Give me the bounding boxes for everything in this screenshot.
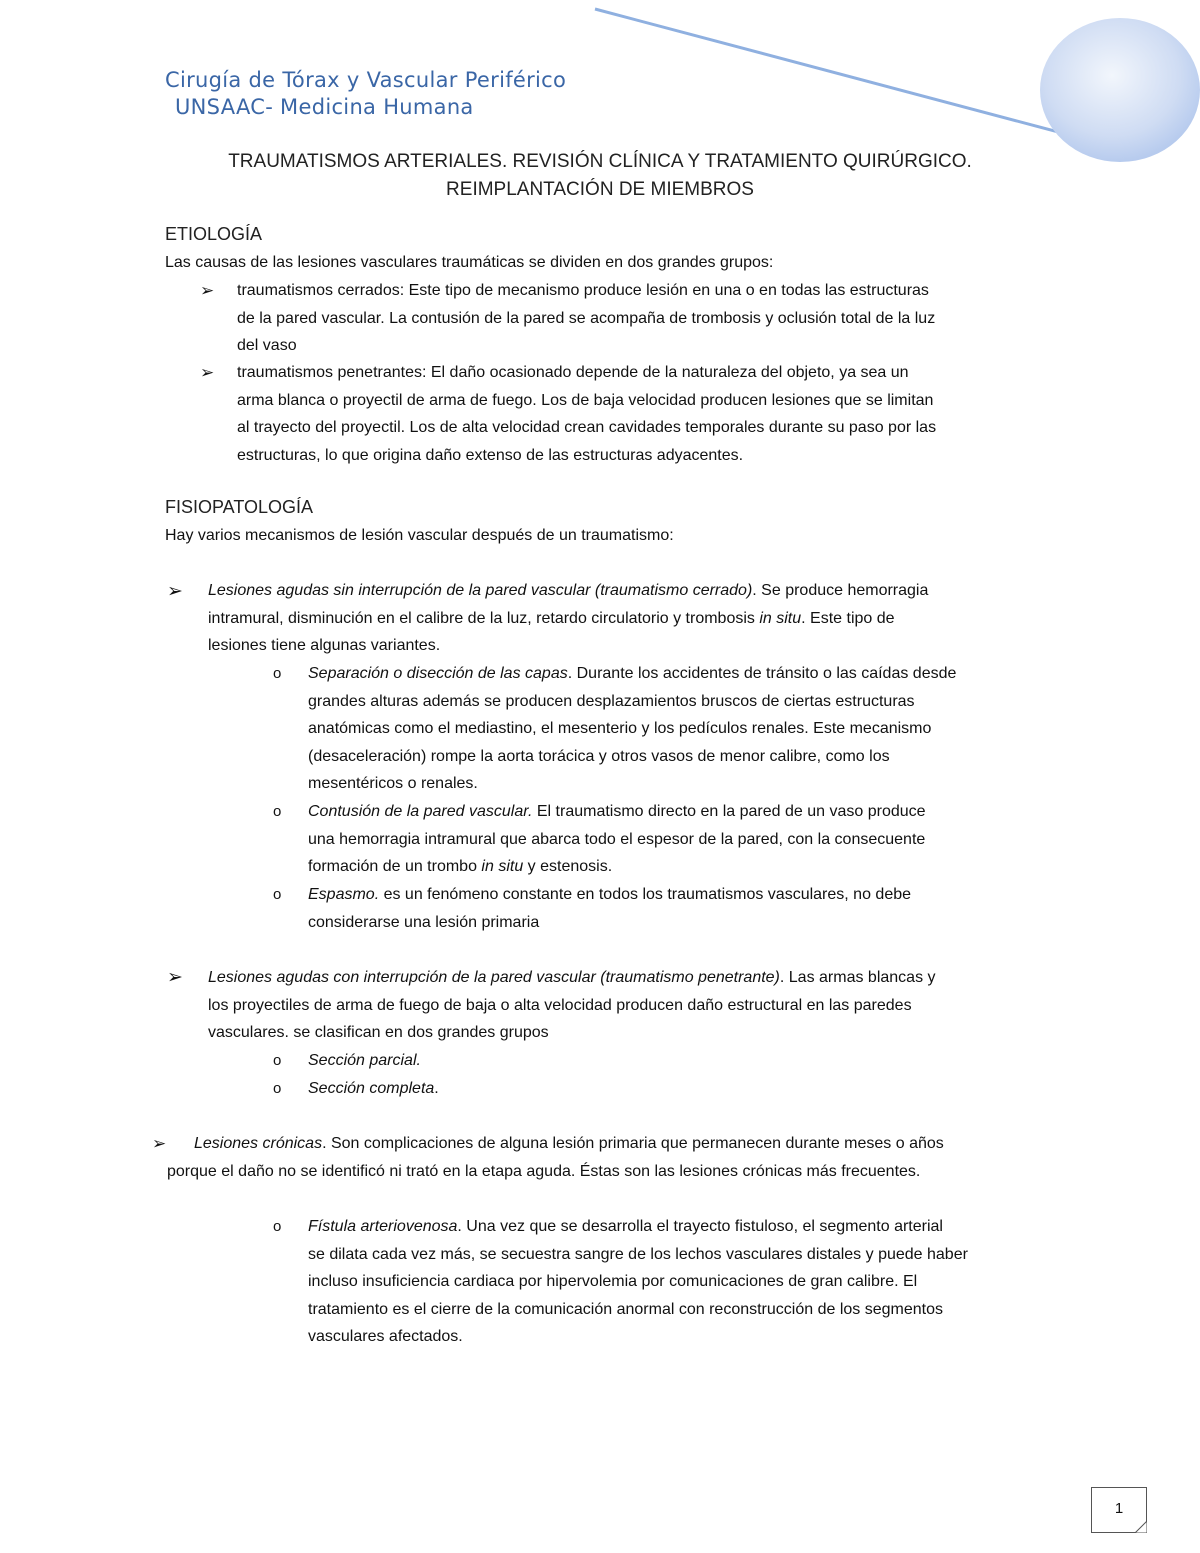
etiologia-intro: Las causas de las lesiones vasculares traumáticas se dividen en dos grandes grupos: xyxy=(165,254,774,271)
folded-corner-icon xyxy=(1135,1521,1147,1533)
title-line-1: TRAUMATISMOS ARTERIALES. REVISIÓN CLÍNICA Y TRATAMIENTO QUIRÚRGICO. xyxy=(228,151,972,172)
decorative-circle xyxy=(1040,18,1200,162)
group-lesiones-agudas-con-interrupcion: Lesiones agudas con interrupción de la pared vascular (traumatismo penetrante). Las armas blancas y los proyectiles de arma de fuego de baja o alta velocidad producen daño estructural en las paredes vasculares. se clasifican en dos grandes grupos xyxy=(208,969,936,1041)
arrow-bullet-icon: ➢ xyxy=(200,363,215,382)
group-lesiones-cronicas-line1: Lesiones crónicas. Son complicaciones de alguna lesión primaria que permanecen durante meses o años xyxy=(194,1135,944,1152)
sub-item-separacion: Separación o disección de las capas. Durante los accidentes de tránsito o las caídas desde grandes alturas además se producen desplazamientos bruscos de ciertas estructuras anatómicas como el mediastino, el mesenterio y los pedículos renales. Este mecanismo (desaceleración) rompe la aorta torácica y otros vasos de menor calibre, como los mesentéricos o renales. xyxy=(308,665,957,792)
sub-item-seccion-parcial: Sección parcial. xyxy=(308,1052,421,1069)
circle-bullet-icon: o xyxy=(273,665,282,682)
arrow-bullet-icon: ➢ xyxy=(167,581,183,602)
document-header xyxy=(165,66,566,120)
circle-bullet-icon: o xyxy=(273,1052,282,1069)
etiologia-item-cerrados: traumatismos cerrados: Este tipo de mecanismo produce lesión en una o en todas las estructuras de la pared vascular. La contusión de la pared se acompaña de trombosis y oclusión total de la luz del vaso xyxy=(237,282,936,354)
group-lesiones-agudas-sin-interrupcion: Lesiones agudas sin interrupción de la pared vascular (traumatismo cerrado). Se produce hemorragia intramural, disminución en el calibre de la luz, retardo circulatorio y trombosis in situ. Este tipo de lesiones tiene algunas variantes. xyxy=(208,582,929,654)
document-title xyxy=(110,148,1090,204)
section-heading-fisiopatologia: FISIOPATOLOGÍA xyxy=(165,497,314,517)
sub-item-contusion: Contusión de la pared vascular. El traumatismo directo en la pared de un vaso produce una hemorragia intramural que abarca todo el espesor de la pared, con la consecuente formación de un trombo in situ y estenosis. xyxy=(308,803,926,875)
arrow-bullet-icon: ➢ xyxy=(152,1134,167,1153)
page-number: 1 xyxy=(1114,1500,1124,1517)
circle-bullet-icon: o xyxy=(273,886,282,903)
page-number-box xyxy=(1091,1487,1147,1533)
course-title: Cirugía de Tórax y Vascular Periférico xyxy=(165,68,567,92)
sub-item-fistula: Fístula arteriovenosa. Una vez que se desarrolla el trayecto fistuloso, el segmento arterial se dilata cada vez más, se secuestra sangre de los lechos vasculares distales y puede haber incluso insuficiencia cardiaca por hipervolemia por comunicaciones de gran calibre. El tratamiento es el cierre de la comunicación anormal con reconstrucción de los segmentos vasculares afectados. xyxy=(308,1218,968,1345)
sub-item-seccion-completa: Sección completa. xyxy=(308,1080,439,1097)
sub-item-espasmo: Espasmo. es un fenómeno constante en todos los traumatismos vasculares, no debe considerarse una lesión primaria xyxy=(308,886,912,931)
circle-bullet-icon: o xyxy=(273,1080,282,1097)
title-line-2: REIMPLANTACIÓN DE MIEMBROS xyxy=(446,179,754,200)
fisiopatologia-intro: Hay varios mecanismos de lesión vascular después de un traumatismo: xyxy=(165,527,674,544)
institution-name: UNSAAC- Medicina Humana xyxy=(175,95,474,119)
section-heading-etiologia: ETIOLOGÍA xyxy=(165,224,263,244)
group-lesiones-cronicas-line2: porque el daño no se identificó ni trató en la etapa aguda. Éstas son las lesiones crónicas más frecuentes. xyxy=(167,1163,921,1180)
circle-bullet-icon: o xyxy=(273,1218,282,1235)
arrow-bullet-icon: ➢ xyxy=(200,281,215,300)
circle-bullet-icon: o xyxy=(273,803,282,820)
etiologia-item-penetrantes: traumatismos penetrantes: El daño ocasionado depende de la naturaleza del objeto, ya sea un arma blanca o proyectil de arma de fuego. Los de baja velocidad producen lesiones que se limitan al trayecto del proyectil. Los de alta velocidad crean cavidades temporales durante su paso por las estructuras, lo que origina daño extenso de las estructuras adyacentes. xyxy=(237,364,937,464)
arrow-bullet-icon: ➢ xyxy=(167,967,183,988)
